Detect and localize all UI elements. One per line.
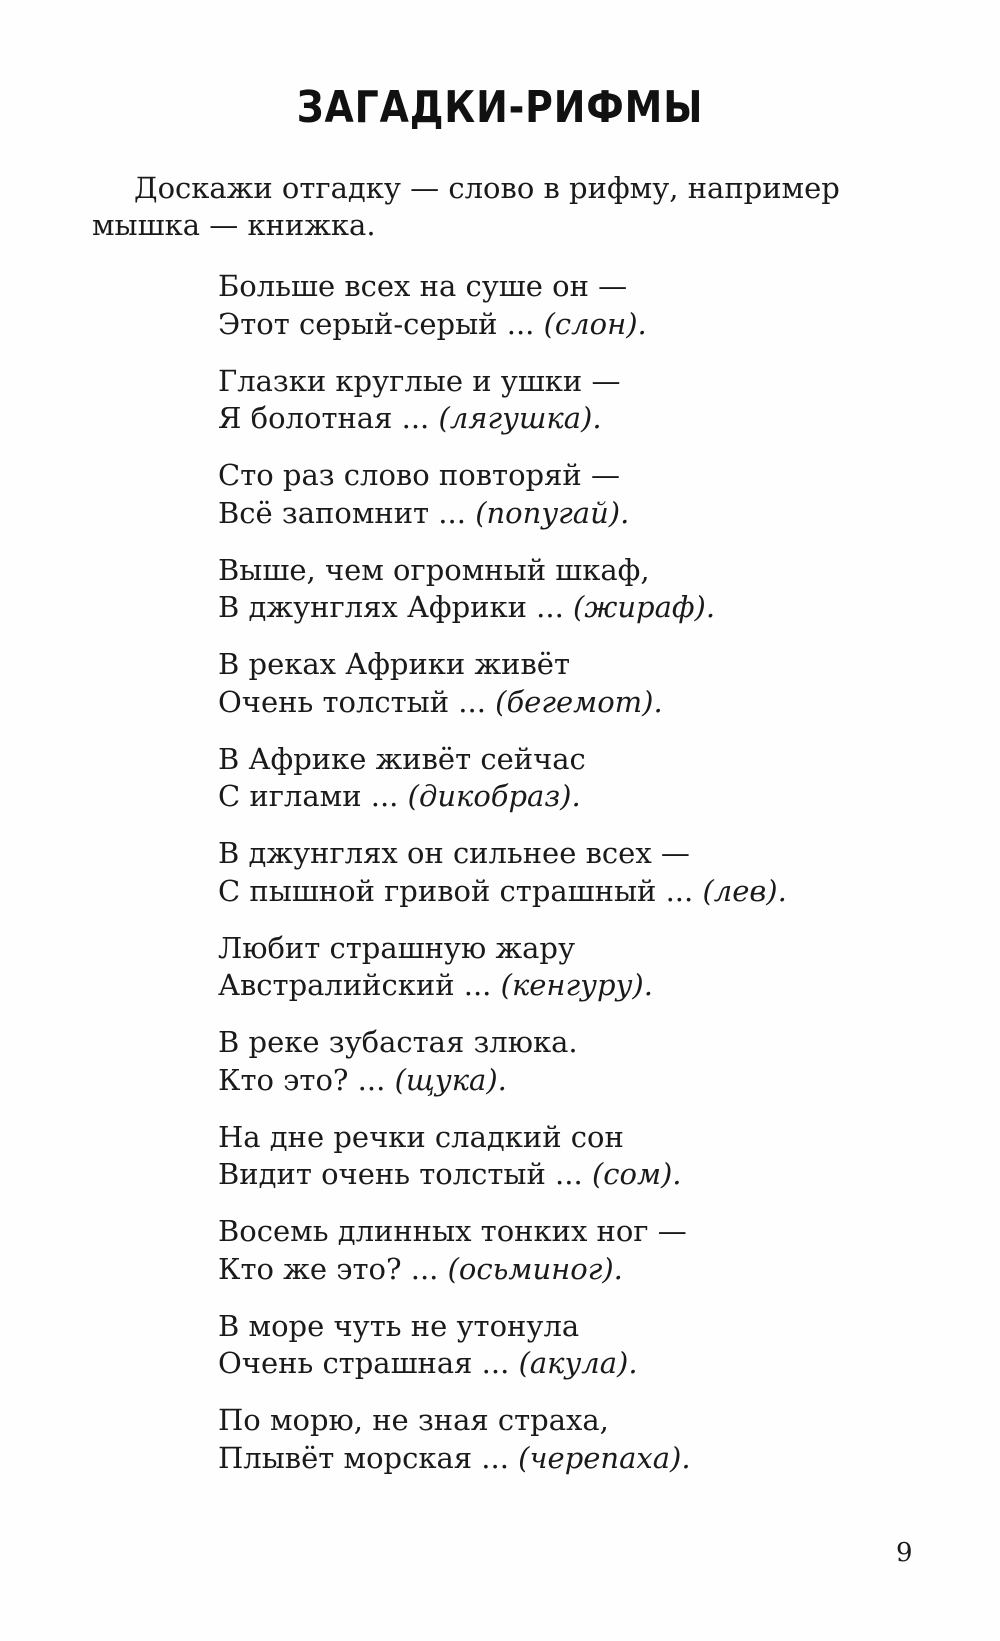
riddle-8 — [218, 930, 958, 1005]
riddle-13 — [218, 1402, 958, 1477]
riddle-11 — [218, 1213, 958, 1288]
riddle-line-1: Любит страшную жару — [218, 930, 576, 965]
riddle-answer: (акула). — [518, 1346, 638, 1380]
riddle-10 — [218, 1119, 958, 1194]
riddle-line-1: В джунглях он сильнее всех — — [218, 836, 690, 870]
riddle-prompt: Всё запомнит ... — [218, 495, 466, 530]
riddle-answer: (щука). — [394, 1062, 507, 1097]
riddle-answer: (попугай). — [475, 495, 630, 530]
riddle-answer: (сом). — [591, 1157, 682, 1191]
riddle-prompt: Кто это? ... — [218, 1062, 386, 1097]
riddle-line-2 — [218, 1345, 958, 1383]
riddle-line-1: В море чуть не утонула — [218, 1308, 580, 1343]
riddle-line-2 — [218, 400, 958, 438]
riddle-line-1: Сто раз слово повторяй — — [218, 458, 620, 492]
riddle-answer: (черепаха). — [518, 1440, 691, 1475]
page-number: 9 — [896, 1538, 913, 1568]
riddle-answer: (бегемот). — [495, 684, 663, 719]
riddle-prompt: Очень страшная ... — [218, 1346, 510, 1380]
riddle-line-1: Восемь длинных тонких ног — — [218, 1214, 687, 1248]
riddle-prompt: С пышной гривой страшный ... — [218, 873, 694, 908]
riddle-line-1: В Африке живёт сейчас — [218, 741, 586, 776]
riddle-prompt: Австралийский ... — [218, 968, 492, 1002]
page-title: ЗАГАДКИ-РИФМЫ — [296, 82, 704, 133]
riddle-answer: (лягушка). — [438, 401, 602, 435]
riddle-3 — [218, 457, 958, 532]
riddle-prompt: Кто же это? ... — [218, 1251, 439, 1286]
riddle-line-2 — [218, 1251, 958, 1289]
riddle-answer: (осьминог). — [447, 1251, 623, 1286]
riddle-prompt: Я болотная ... — [218, 401, 430, 435]
riddle-line-1: В реке зубастая злюка. — [218, 1025, 578, 1059]
riddle-answer: (лев). — [702, 873, 787, 908]
riddle-line-2 — [218, 1062, 958, 1100]
riddle-prompt: В джунглях Африки ... — [218, 590, 564, 624]
riddle-line-2 — [218, 873, 958, 911]
riddle-line-1: По морю, не зная страха, — [218, 1403, 609, 1437]
riddle-line-2 — [218, 967, 958, 1005]
riddle-prompt: Очень толстый ... — [218, 684, 486, 719]
riddle-7 — [218, 835, 958, 910]
riddle-line-2 — [218, 1156, 958, 1194]
riddle-5 — [218, 646, 958, 721]
riddle-answer: (слон). — [543, 306, 647, 341]
riddle-line-2 — [218, 1440, 958, 1478]
riddle-line-2 — [218, 778, 958, 816]
riddle-line-1: Глазки круглые и ушки — — [218, 363, 621, 398]
riddle-answer: (дикобраз). — [407, 779, 581, 813]
riddle-answer: (жираф). — [573, 590, 716, 624]
riddle-line-1: Выше, чем огромный шкаф, — [218, 552, 650, 587]
riddle-6 — [218, 741, 958, 816]
riddle-2 — [218, 363, 958, 438]
riddle-line-2 — [218, 306, 958, 344]
riddle-line-2 — [218, 589, 958, 627]
riddle-prompt: Этот серый-серый ... — [218, 306, 535, 341]
intro-paragraph: Доскажи отгадку — слово в рифму, например мышка — книжка. — [92, 171, 840, 242]
riddle-line-1: Больше всех на суше он — — [218, 269, 628, 303]
riddle-1 — [218, 268, 958, 343]
riddle-prompt: С иглами ... — [218, 779, 399, 813]
riddle-list — [218, 268, 958, 1497]
riddle-prompt: Плывёт морская ... — [218, 1440, 509, 1475]
riddle-12 — [218, 1308, 958, 1383]
riddle-line-1: В реках Африки живёт — [218, 647, 571, 681]
riddle-line-2 — [218, 684, 958, 722]
riddle-prompt: Видит очень толстый ... — [218, 1157, 583, 1191]
riddle-4 — [218, 552, 958, 627]
riddle-line-2 — [218, 495, 958, 533]
riddle-9 — [218, 1024, 958, 1099]
riddle-answer: (кенгуру). — [500, 968, 653, 1002]
riddle-line-1: На дне речки сладкий сон — [218, 1119, 624, 1154]
